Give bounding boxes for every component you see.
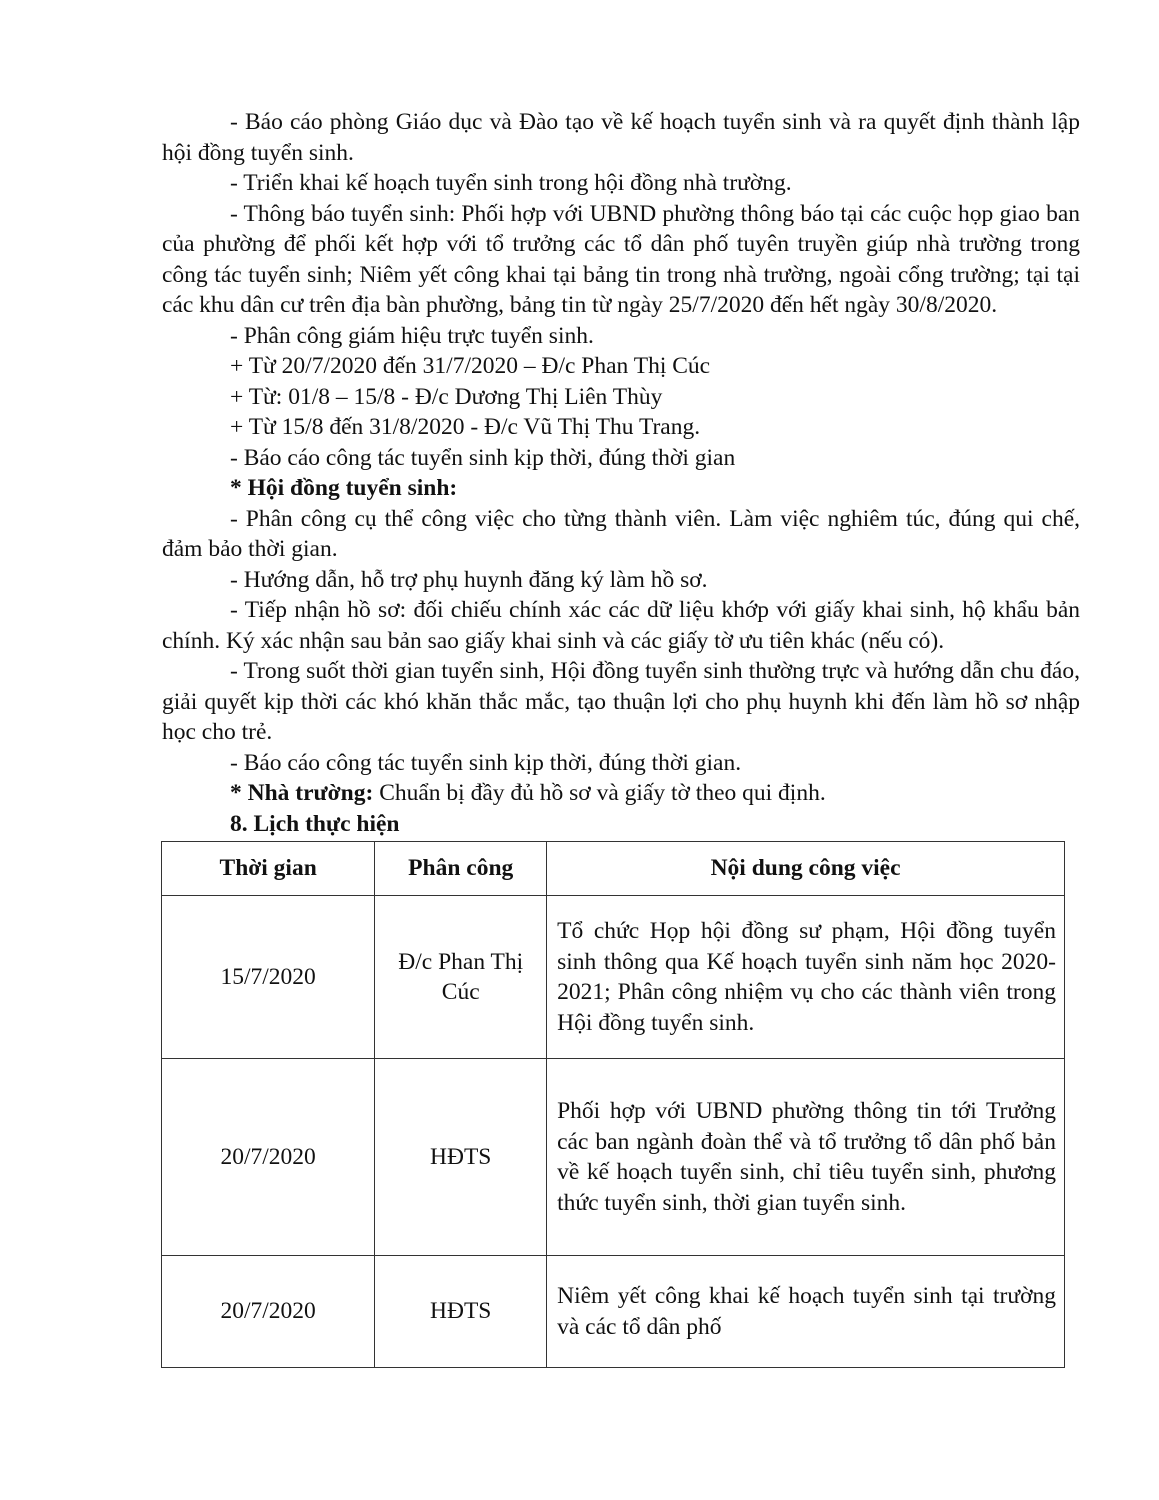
schedule-table [161,841,1065,1368]
paragraph-duty-1: + Từ 20/7/2020 đến 31/7/2020 – Đ/c Phan Thị Cúc [230,353,711,379]
header-assignee: Phân công [375,842,547,896]
heading-schedule: 8. Lịch thực hiện [230,810,400,837]
paragraph-duty-3: + Từ 15/8 đến 31/8/2020 - Đ/c Vũ Thị Thu Trang. [230,414,701,440]
paragraph-guide-parents: - Hướng dẫn, hỗ trợ phụ huynh đăng ký làm hồ sơ. [230,566,708,593]
cell-time: 15/7/2020 [162,896,375,1059]
cell-assignee: Đ/c Phan Thị Cúc [375,896,547,1059]
paragraph-report-timely: - Báo cáo công tác tuyển sinh kịp thời, đúng thời gian [230,444,736,471]
paragraph-assign-tasks: - Phân công cụ thể công việc cho từng thành viên. Làm việc nghiêm túc, đúng qui chế, đảm bảo thời gian. [162,505,1080,562]
paragraph-report-department: - Báo cáo phòng Giáo dục và Đào tạo về kế hoạch tuyển sinh và ra quyết định thành lập hội đồng tuyển sinh. [162,109,1080,166]
paragraph-duty-assignment: - Phân công giám hiệu trực tuyển sinh. [230,322,594,349]
paragraph-report-timely-2: - Báo cáo công tác tuyển sinh kịp thời, đúng thời gian. [230,749,742,776]
table-row [162,896,1065,1059]
header-content: Nội dung công việc [547,842,1065,896]
school-label: * Nhà trường: [230,780,374,806]
paragraph-duty-2: + Từ: 01/8 – 15/8 - Đ/c Dương Thị Liên Thùy [230,383,663,410]
document-page [162,107,1080,1368]
school-text: Chuẩn bị đầy đủ hồ sơ và giấy tờ theo qui định. [373,780,826,806]
paragraph-council-support: - Trong suốt thời gian tuyển sinh, Hội đồng tuyển sinh thường trực và hướng dẫn chu đáo, giải quyết kịp thời các khó khăn thắc mắc, tạo thuận lợi cho phụ huynh khi đến làm hồ sơ nhập học cho trẻ. [162,658,1080,745]
cell-assignee: HĐTS [375,1256,547,1368]
table-header-row [162,842,1065,896]
paragraph-admission-notice: - Thông báo tuyển sinh: Phối hợp với UBND phường thông báo tại các cuộc họp giao ban của phường để phối kết hợp với tổ trưởng các tổ dân phố tuyên truyền giúp nhà trường trong công tác tuyển sinh; Niêm yết công khai tại bảng tin trong nhà trường, ngoài cổng trường; tại tại các khu dân cư trên địa bàn phường, bảng tin từ ngày 25/7/2020 đến hết ngày 30/8/2020. [162,200,1080,318]
paragraph-school [162,778,1080,809]
table-row [162,1059,1065,1256]
cell-time: 20/7/2020 [162,1256,375,1368]
cell-time: 20/7/2020 [162,1059,375,1256]
paragraph-receive-documents: - Tiếp nhận hồ sơ: đối chiếu chính xác các dữ liệu khớp với giấy khai sinh, hộ khẩu bản chính. Ký xác nhận sau bản sao giấy khai sinh và các giấy tờ ưu tiên khác (nếu có). [162,597,1080,654]
paragraph-deploy-plan: - Triển khai kế hoạch tuyển sinh trong hội đồng nhà trường. [230,170,792,196]
heading-admission-council: * Hội đồng tuyển sinh: [230,475,458,501]
table-row [162,1256,1065,1368]
cell-assignee: HĐTS [375,1059,547,1256]
cell-content: Niêm yết công khai kế hoạch tuyển sinh tại trường và các tổ dân phố [547,1256,1065,1368]
cell-content: Phối hợp với UBND phường thông tin tới Trưởng các ban ngành đoàn thể và tổ trưởng tổ dân phố bản về kế hoạch tuyển sinh, chỉ tiêu tuyển sinh, phương thức tuyển sinh, thời gian tuyển sinh. [547,1059,1065,1256]
header-time: Thời gian [162,842,375,896]
cell-content: Tổ chức Họp hội đồng sư phạm, Hội đồng tuyển sinh thông qua Kế hoạch tuyển sinh năm học 2020-2021; Phân công nhiệm vụ cho các thành viên trong Hội đồng tuyển sinh. [547,896,1065,1059]
